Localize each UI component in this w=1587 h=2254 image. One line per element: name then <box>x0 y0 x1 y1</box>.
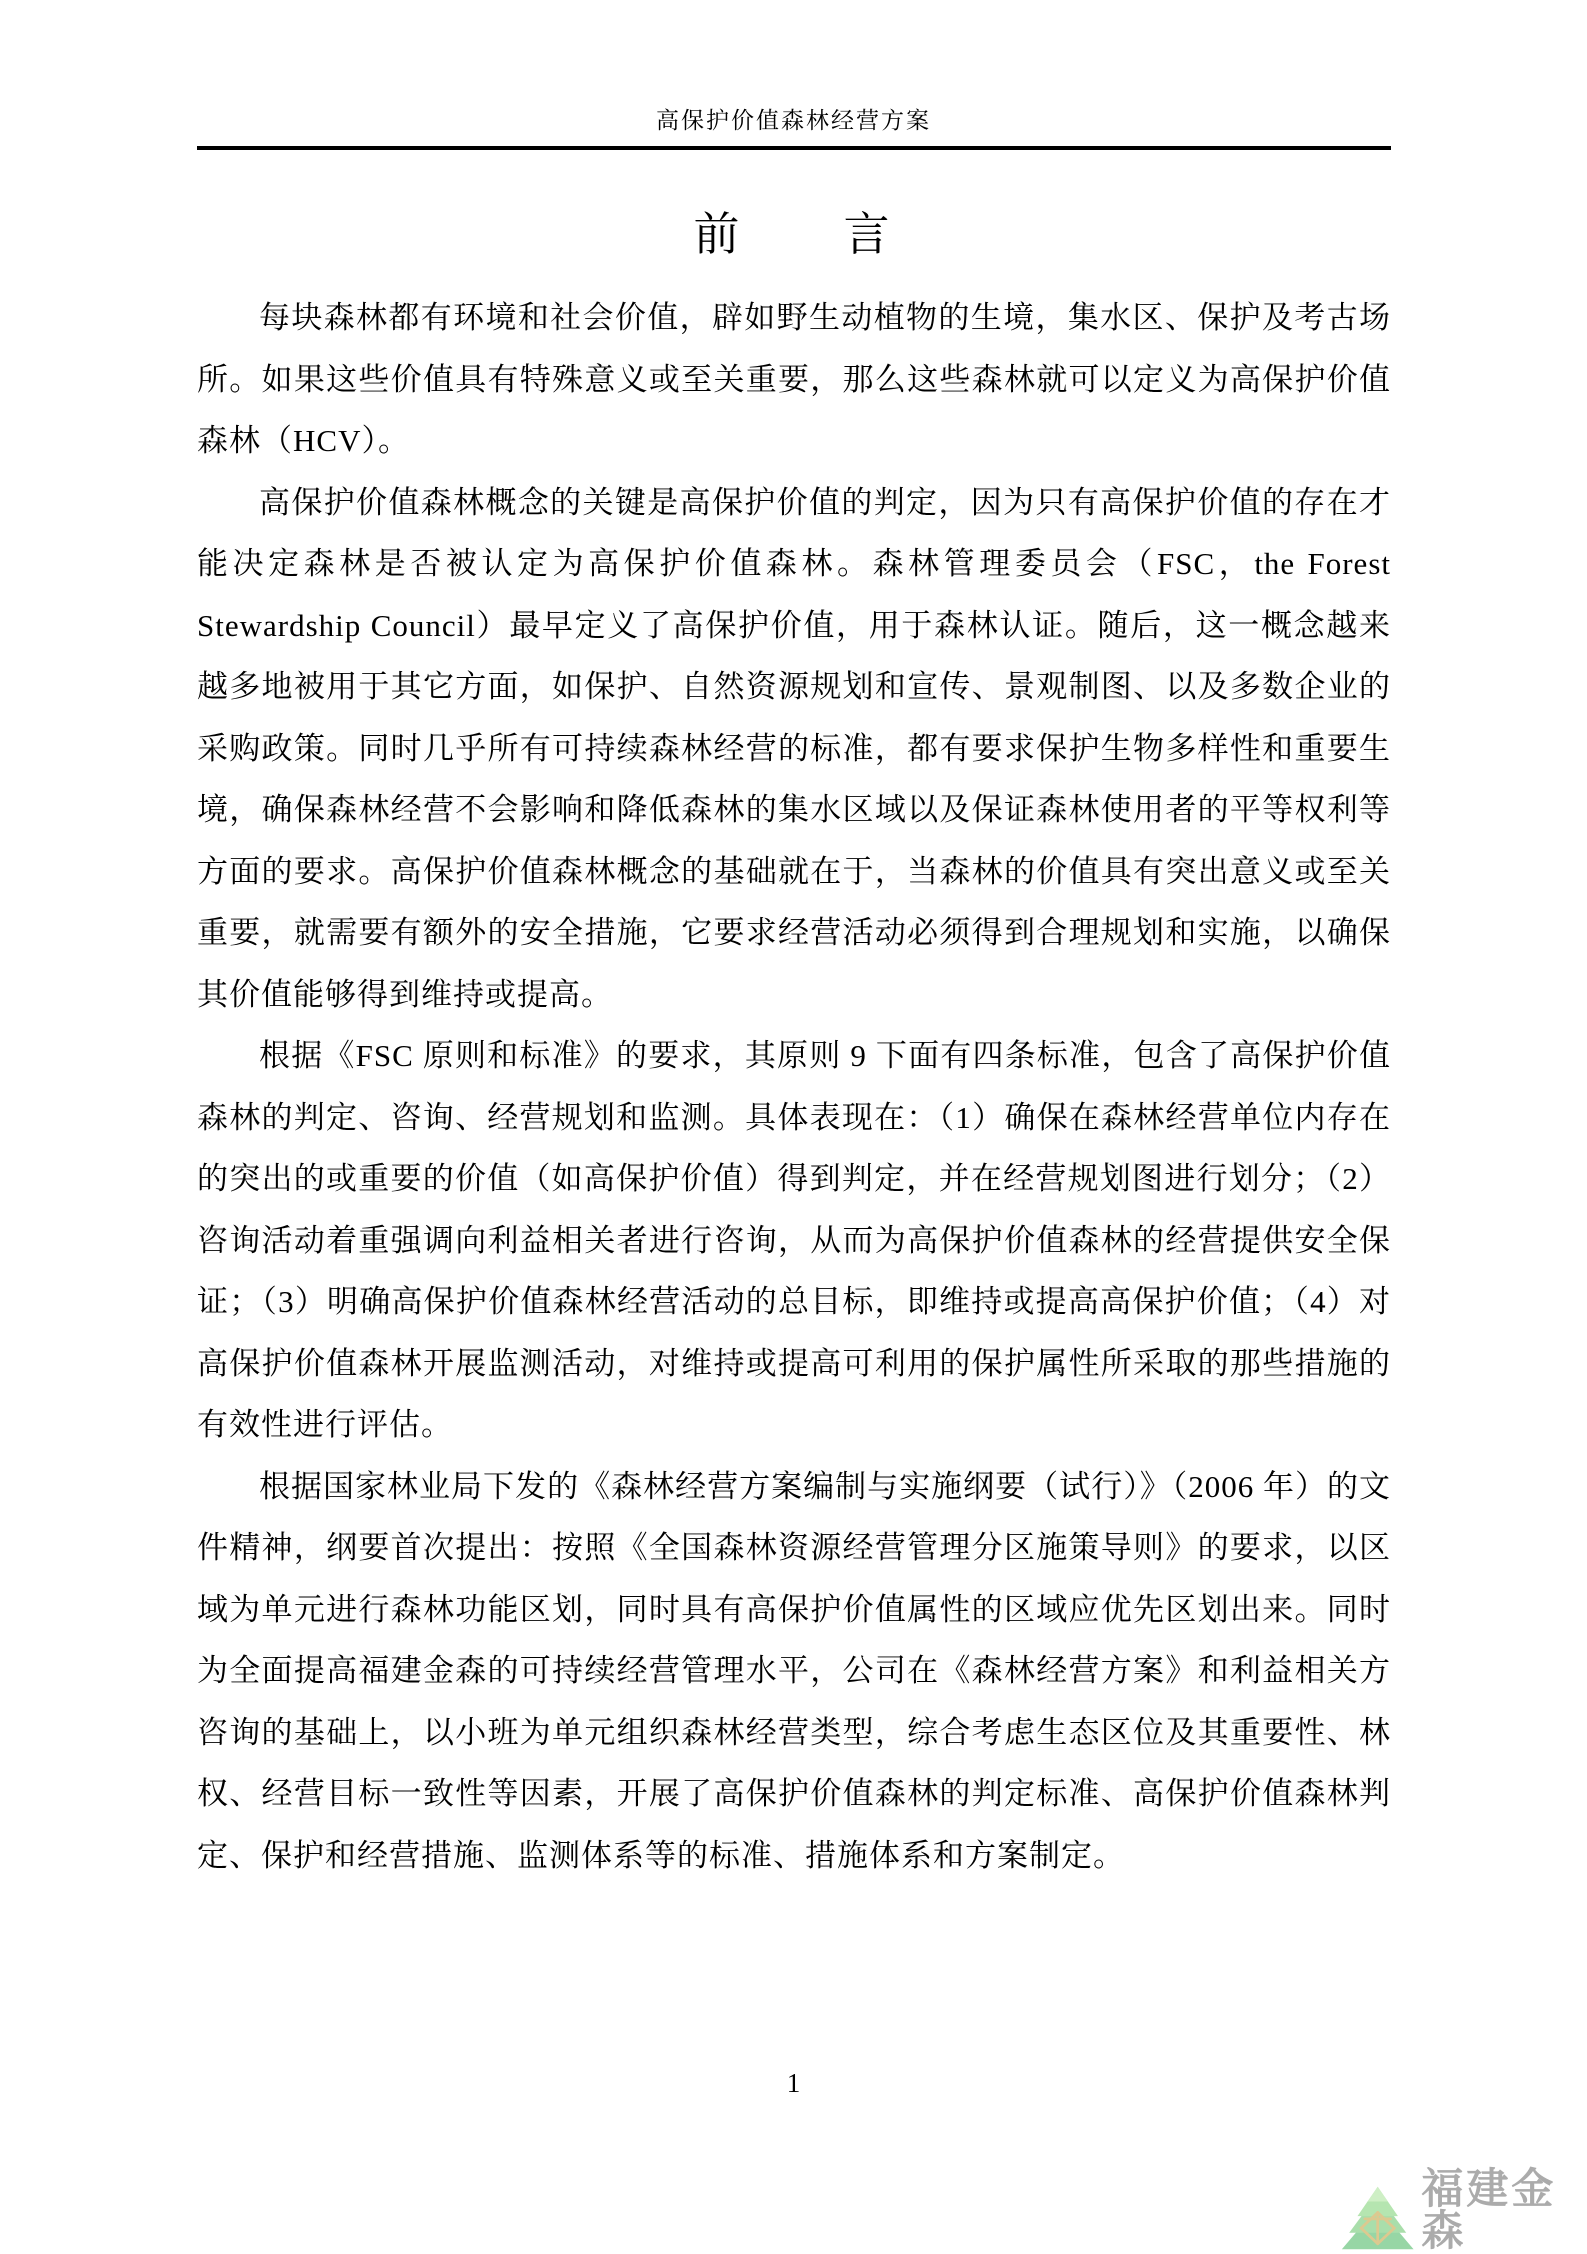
pine-tree-logo-icon <box>1340 2182 1415 2254</box>
company-logo <box>1340 2165 1587 2254</box>
paragraph-2: 高保护价值森林概念的关键是高保护价值的判定，因为只有高保护价值的存在才能决定森林是否被认定为高保护价值森林。森林管理委员会（FSC，the Forest Stewardship Council）最早定义了高保护价值，用于森林认证。随后，这一概念越来越多地被用于其它方面，如保护、自然资源规划和宣传、景观制图、以及多数企业的采购政策。同时几乎所有可持续森林经营的标准，都有要求保护生物多样性和重要生境，确保森林经营不会影响和降低森林的集水区域以及保证森林使用者的平等权利等方面的要求。高保护价值森林概念的基础就在于，当森林的价值具有突出意义或至关重要，就需要有额外的安全措施，它要求经营活动必须得到合理规划和实施，以确保其价值能够得到维持或提高。 <box>197 484 1391 1012</box>
document-body <box>197 287 1391 1886</box>
paragraph-4: 根据国家林业局下发的《森林经营方案编制与实施纲要（试行）》（2006 年）的文件精神，纲要首次提出：按照《全国森林资源经营管理分区施策导则》的要求，以区域为单元进行森林功能区划，同时具有高保护价值属性的区域应优先区划出来。同时为全面提高福建金森的可持续经营管理水平，公司在《森林经营方案》和利益相关方咨询的基础上，以小班为单元组织森林经营类型，综合考虑生态区位及其重要性、林权、经营目标一致性等因素，开展了高保护价值森林的判定标准、高保护价值森林判定、保护和经营措施、监测体系等的标准、措施体系和方案制定。 <box>197 1468 1391 1873</box>
paragraph-1: 每块森林都有环境和社会价值，辟如野生动植物的生境，集水区、保护及考古场所。如果这些价值具有特殊意义或至关重要，那么这些森林就可以定义为高保护价值森林（HCV）。 <box>197 300 1391 458</box>
company-logo-text: 福建金森 <box>1421 2165 1557 2254</box>
running-header-title: 高保护价值森林经营方案 <box>656 108 931 133</box>
header-divider-rule <box>197 146 1391 150</box>
paragraph-3: 根据《FSC 原则和标准》的要求，其原则 9 下面有四条标准，包含了高保护价值森林的判定、咨询、经营规划和监测。具体表现在：（1）确保在森林经营单位内存在的突出的或重要的价值（如高保护价值）得到判定，并在经营规划图进行划分；（2）咨询活动着重强调向利益相关者进行咨询，从而为高保护价值森林的经营提供安全保证；（3）明确高保护价值森林经营活动的总目标，即维持或提高高保护价值；（4）对高保护价值森林开展监测活动，对维持或提高可利用的保护属性所采取的那些措施的有效性进行评估。 <box>197 1038 1391 1442</box>
page-number: 1 <box>786 2068 801 2098</box>
page-title: 前 言 <box>693 209 894 260</box>
